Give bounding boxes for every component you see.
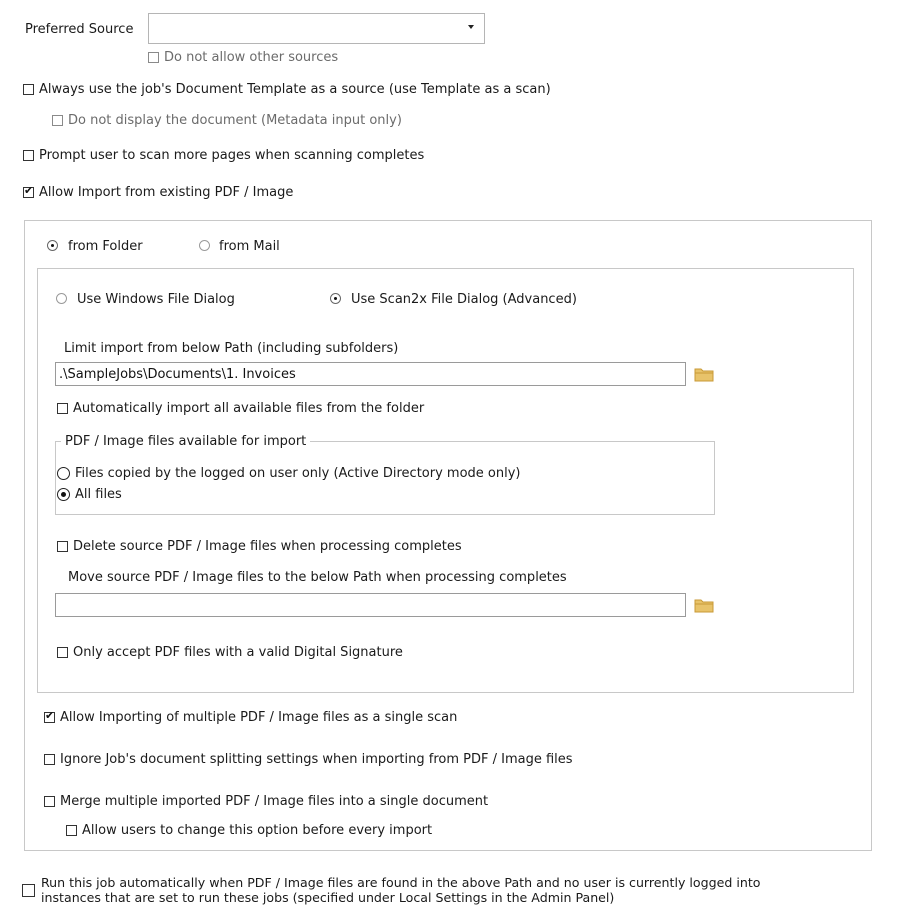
delete-source-checkbox[interactable] — [57, 541, 68, 552]
run-automatically-line2: instances that are set to run these jobs (specified under Local Settings in the Admin Panel) — [41, 890, 615, 905]
run-automatically-checkbox[interactable] — [22, 884, 35, 897]
delete-source-label: Delete source PDF / Image files when processing completes — [73, 539, 462, 554]
chevron-down-icon[interactable] — [468, 25, 474, 29]
allow-import-label: Allow Import from existing PDF / Image — [39, 185, 294, 200]
prompt-more-pages-checkbox[interactable] — [23, 150, 34, 161]
allow-multiple-checkbox[interactable] — [44, 712, 55, 723]
from-mail-label: from Mail — [219, 239, 280, 254]
from-folder-label: from Folder — [68, 239, 143, 254]
logged-user-only-radio[interactable] — [57, 467, 70, 480]
no-other-sources-label: Do not allow other sources — [164, 50, 339, 65]
digital-signature-label: Only accept PDF files with a valid Digital Signature — [73, 645, 403, 660]
all-files-label: All files — [75, 487, 122, 502]
available-files-legend: PDF / Image files available for import — [61, 434, 310, 449]
prompt-more-pages-label: Prompt user to scan more pages when scanning completes — [39, 148, 425, 163]
allow-change-label: Allow users to change this option before every import — [82, 823, 433, 838]
run-automatically-line1: Run this job automatically when PDF / Image files are found in the above Path and no user is currently logged into — [41, 875, 761, 890]
use-template-label: Always use the job's Document Template as a source (use Template as a scan) — [39, 82, 551, 97]
limit-path-input[interactable] — [55, 362, 686, 386]
limit-path-label: Limit import from below Path (including subfolders) — [64, 341, 399, 356]
allow-multiple-label: Allow Importing of multiple PDF / Image files as a single scan — [60, 710, 458, 725]
no-other-sources-checkbox[interactable] — [148, 52, 159, 63]
merge-multiple-label: Merge multiple imported PDF / Image files into a single document — [60, 794, 489, 809]
browse-move-path-button[interactable] — [689, 593, 719, 617]
browse-limit-path-button[interactable] — [689, 362, 719, 386]
ignore-splitting-label: Ignore Job's document splitting settings when importing from PDF / Image files — [60, 752, 573, 767]
no-display-label: Do not display the document (Metadata input only) — [68, 113, 402, 128]
digital-signature-checkbox[interactable] — [57, 647, 68, 658]
scan2x-dialog-label: Use Scan2x File Dialog (Advanced) — [351, 292, 577, 307]
use-template-checkbox[interactable] — [23, 84, 34, 95]
logged-user-only-label: Files copied by the logged on user only (Active Directory mode only) — [75, 466, 521, 481]
windows-dialog-label: Use Windows File Dialog — [77, 292, 235, 307]
scan2x-dialog-radio[interactable] — [330, 293, 341, 304]
allow-import-checkbox[interactable] — [23, 187, 34, 198]
auto-import-checkbox[interactable] — [57, 403, 68, 414]
windows-dialog-radio[interactable] — [56, 293, 67, 304]
from-folder-radio[interactable] — [47, 240, 58, 251]
preferred-source-select[interactable] — [148, 13, 485, 44]
preferred-source-label: Preferred Source — [25, 22, 134, 37]
auto-import-label: Automatically import all available files from the folder — [73, 401, 425, 416]
all-files-radio[interactable] — [57, 488, 70, 501]
move-path-label: Move source PDF / Image files to the below Path when processing completes — [68, 570, 567, 585]
from-mail-radio[interactable] — [199, 240, 210, 251]
allow-change-checkbox[interactable] — [66, 825, 77, 836]
folder-icon — [694, 366, 714, 382]
ignore-splitting-checkbox[interactable] — [44, 754, 55, 765]
no-display-checkbox[interactable] — [52, 115, 63, 126]
move-path-input[interactable] — [55, 593, 686, 617]
folder-icon — [694, 597, 714, 613]
merge-multiple-checkbox[interactable] — [44, 796, 55, 807]
